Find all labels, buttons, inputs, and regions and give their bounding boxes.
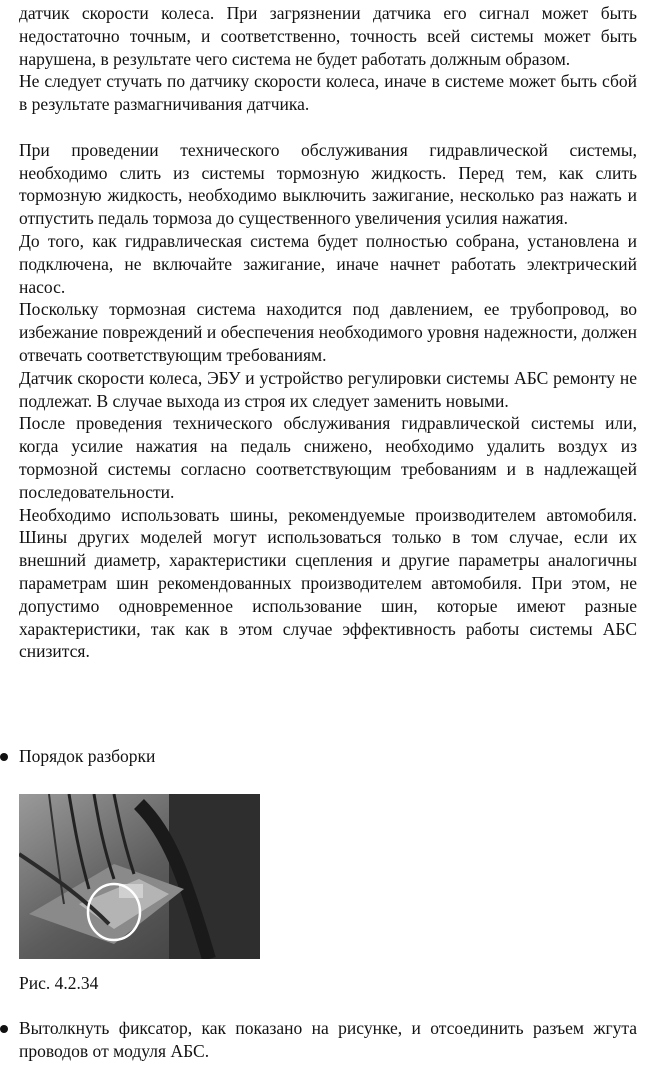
paragraph: Поскольку тормозная система находится под давлением, ее трубопровод, во избежание повреждений и обеспечения необходимого уровня надежности, должен отвечать соответствующим требованиям. [19,299,637,365]
paragraph: До того, как гидравлическая система будет полностью собрана, установлена и подключена, не включайте зажигание, иначе начнет работать электрический насос. [19,230,637,297]
abs-module-photo [19,794,260,959]
bullet-icon [0,1025,8,1033]
paragraph: Необходимо использовать шины, рекомендуемые производителем автомобиля. Шины других моделей могут использоваться только в том случае, если их внешний диаметр, характеристики сцепления и другие параметры аналогичны параметрам шин рекомендованных производителем автомобиля. При этом, не допустимо одновременное использование шин, которые имеют разные характеристики, так как в этом случае эффективность работы системы АБС снизится. [19,504,637,662]
paragraph: После проведения технического обслуживания гидравлической системы или, когда усилие нажатия на педаль снижено, необходимо удалить воздух из тормозной системы согласно соответствующим требованиям и в надлежащей последовательности. [19,413,637,502]
paragraph: датчик скорости колеса. При загрязнении датчика его сигнал может быть недостаточно точным, и соответственно, точность всей системы может быть нарушена, в результате чего система не будет работать должным образом. [19,3,637,69]
bullet-heading [0,745,637,768]
bullet-icon [0,753,8,761]
bullet-heading-text: Порядок разборки [19,746,156,766]
bullet-step [0,1017,637,1063]
figure-photo [19,794,260,959]
paragraph: При проведении технического обслуживания гидравлической системы, необходимо слить из системы тормозную жидкость. Перед тем, как слить тормозную жидкость, необходимо выключить зажигание, несколько раз нажать и отпустить педаль тормоза до существенного увеличения усилия нажатия. [19,139,637,229]
figure-caption: Рис. 4.2.34 [19,973,99,993]
paragraph-gap [19,116,637,139]
paragraph: Датчик скорости колеса, ЭБУ и устройство регулировки системы АБС ремонту не подлежат. В случае выхода из строя их следует заменить новыми. [19,367,637,411]
bullet-step-text: Вытолкнуть фиксатор, как показано на рисунке, и отсоединить разъем жгута проводов от модуля АБС. [19,1018,637,1061]
body-text [19,2,637,663]
paragraph: Не следует стучать по датчику скорости колеса, иначе в системе может быть сбой в результате размагничивания датчика. [19,71,637,115]
